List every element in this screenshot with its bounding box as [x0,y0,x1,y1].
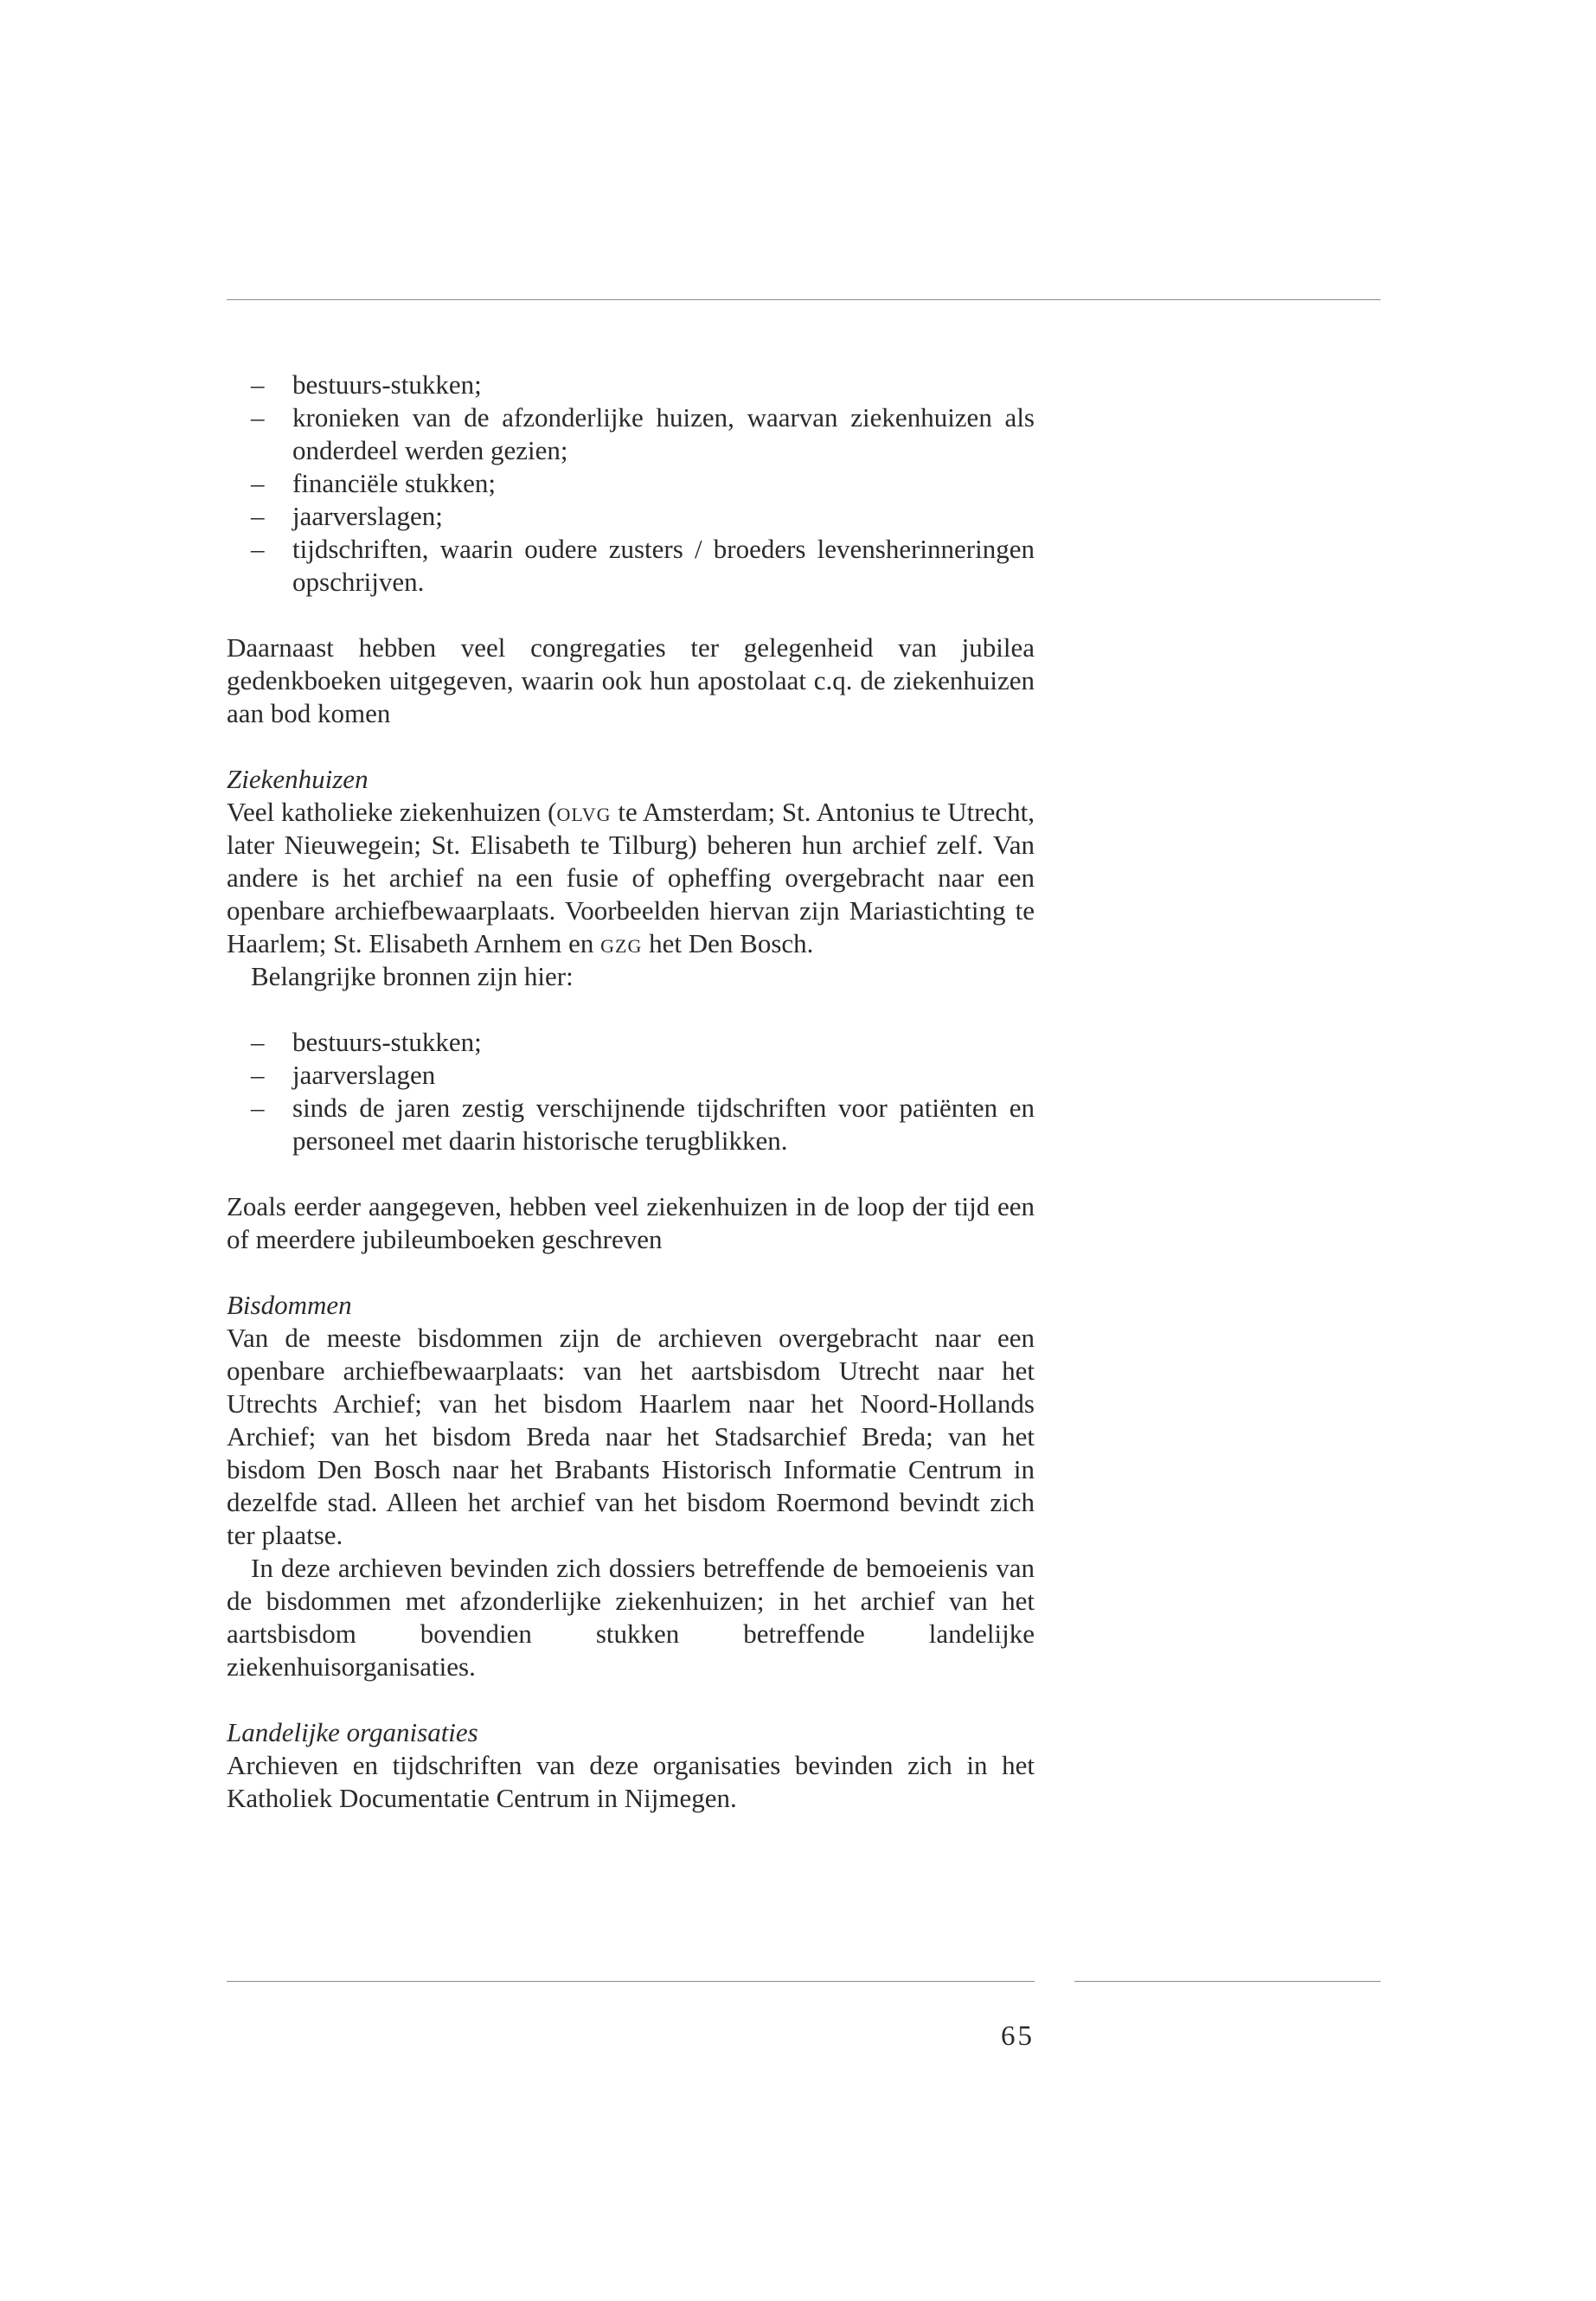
list-item: – bestuurs-stukken; [251,1027,482,1057]
list-item: – tijdschriften, waarin oudere zusters / broeders levensherinneringen opschrijven. [251,534,1035,597]
list-item: – jaarverslagen [251,1060,436,1090]
list-item: – jaarverslagen; [251,501,443,531]
paragraph-gedenkboeken: Daarnaast hebben veel congregaties ter gelegenheid van jubilea gedenkboeken uitgegeven, waarin ook hun apostolaat c.q. de ziekenhuizen aan bod komen [227,632,1035,728]
paragraph-landelijke-organisaties: Archieven en tijdschriften van deze organisaties bevinden zich in het Katholiek Documentatie Centrum in Nijmegen. [227,1750,1035,1813]
paragraph-ziekenhuizen: Veel katholieke ziekenhuizen (olvg te Amsterdam; St. Antonius te Utrecht, later Nieuwegein; St. Elisabeth te Tilburg) beheren hun archief zelf. Van andere is het archief na een fusie of opheffing overgebracht naar een openbare archiefbewaarplaats. Voorbeelden hiervan zijn Mariastichting te Haarlem; St. Elisabeth Arnhem en gzg het Den Bosch. [227,797,1035,958]
section-heading-bisdommen: Bisdommen [227,1290,352,1320]
paragraph-bisdommen: Van de meeste bisdommen zijn de archieven overgebracht naar een openbare archiefbewaarplaats: van het aartsbisdom Utrecht naar het Utrechts Archief; van het bisdom Haarlem naar het Noord-Hollands Archief; van het bisdom Breda naar het Stadsarchief Breda; van het bisdom Den Bosch naar het Brabants Historisch Informatie Centrum in dezelfde stad. Alleen het archief van het bisdom Roermond bevindt zich ter plaatse. [227,1323,1035,1550]
list-item: – financiële stukken; [251,468,496,498]
paragraph-bisdommen-dossiers: In deze archieven bevinden zich dossiers betreffende de bemoeienis van de bisdommen met afzonderlijke ziekenhuizen; in het archief van het aartsbisdom bovendien stukken betreffende landelijke ziekenhuisorganisaties. [227,1553,1035,1682]
hospital-sources-list [227,1026,1035,1157]
abbreviation-gzg: gzg [600,928,643,958]
footer-rule-left [227,1981,1035,1982]
dash-bullet: – [251,1093,265,1123]
dash-bullet: – [251,1060,265,1090]
dash-bullet: – [251,402,265,433]
page-body [227,369,1035,1815]
paragraph-jubileumboeken: Zoals eerder aangegeven, hebben veel ziekenhuizen in de loop der tijd een of meerdere jubileumboeken geschreven [227,1191,1035,1254]
list-item: – kronieken van de afzonderlijke huizen, waarvan ziekenhuizen als onderdeel werden gezien; [251,402,1035,465]
footer-rule-right [1074,1981,1381,1982]
section-heading-landelijke-organisaties: Landelijke organisaties [227,1717,478,1747]
archive-sources-list [227,369,1035,599]
list-item: – bestuurs-stukken; [251,369,482,400]
section-heading-ziekenhuizen: Ziekenhuizen [227,764,369,794]
header-rule [227,299,1381,300]
dash-bullet: – [251,1027,265,1057]
page-number: 65 [1001,2021,1035,2052]
dash-bullet: – [251,369,265,400]
abbreviation-olvg: olvg [556,797,612,827]
dash-bullet: – [251,501,265,531]
dash-bullet: – [251,534,265,564]
paragraph-bronnen: Belangrijke bronnen zijn hier: [251,961,574,991]
dash-bullet: – [251,468,265,498]
list-item: – sinds de jaren zestig verschijnende tijdschriften voor patiënten en personeel met daarin historische terugblikken. [251,1093,1035,1156]
